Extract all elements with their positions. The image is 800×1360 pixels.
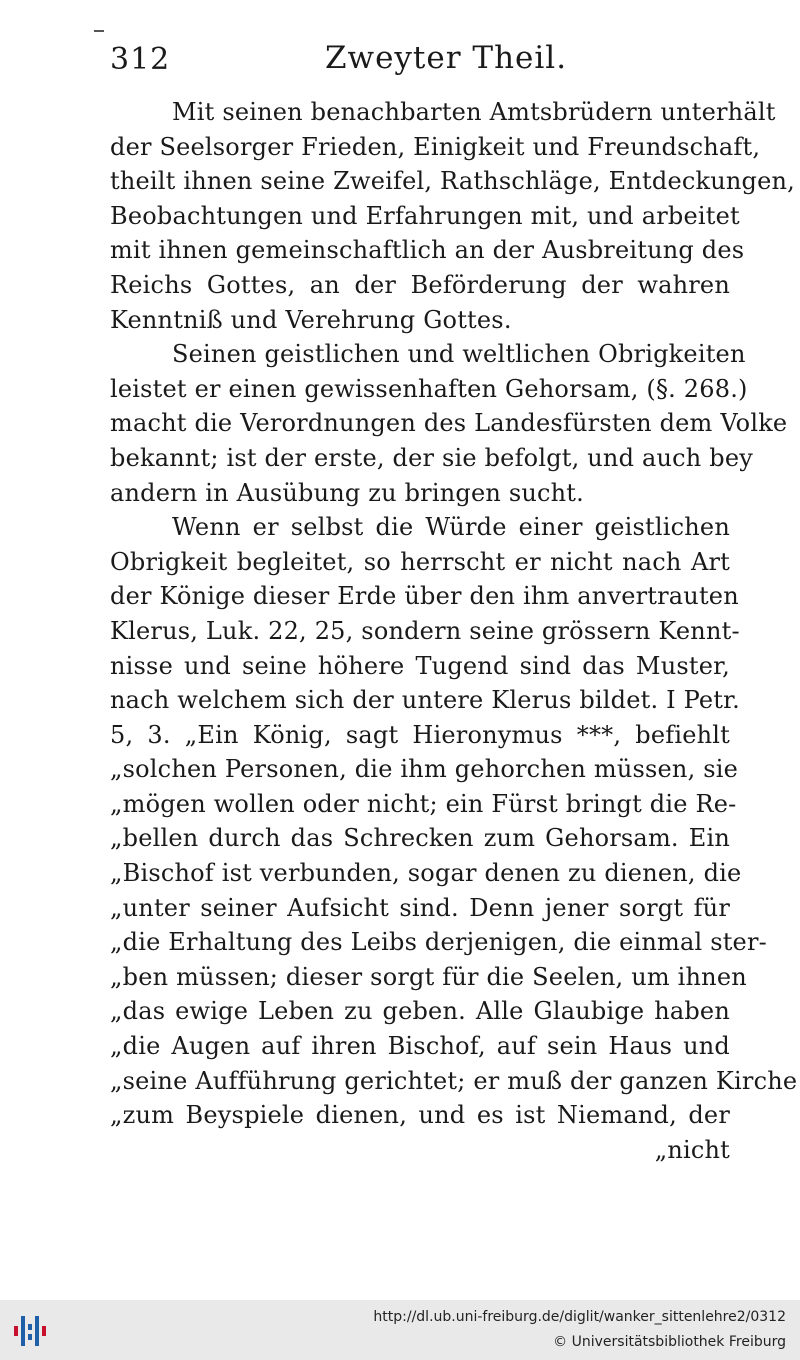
footer-bar <box>0 1300 800 1360</box>
text-line: „zum Beyspiele dienen, und es ist Niemand, der <box>110 1101 730 1130</box>
text-line: „ben müssen; dieser sorgt für die Seelen, um ihnen <box>110 962 747 991</box>
text-line: Kenntniß und Verehrung Gottes. <box>110 305 512 334</box>
text-line: „solchen Personen, die ihm gehorchen müssen, sie <box>110 755 739 784</box>
text-line: „das ewige Leben zu geben. Alle Glaubige haben <box>110 997 730 1026</box>
running-title: Zweyter Theil. <box>325 40 568 76</box>
body-text <box>110 95 798 1167</box>
text-line: „bellen durch das Schrecken zum Gehorsam. Ein <box>110 824 730 853</box>
margin-mark <box>94 30 104 32</box>
text-line: bekannt; ist der erste, der sie befolgt, und auch bey <box>110 443 753 472</box>
text-line: 5, 3. „Ein König, sagt Hieronymus ***, befiehlt <box>110 720 730 749</box>
text-line: der Seelsorger Frieden, Einigkeit und Freundschaft, <box>110 132 761 161</box>
text-line: Klerus, Luk. 22, 25, sondern seine grössern Kennt- <box>110 616 740 645</box>
text-line: „die Augen auf ihren Bischof, auf sein Haus und <box>110 1032 730 1061</box>
text-line: „seine Aufführung gerichtet; er muß der ganzen Kirche <box>110 1066 798 1095</box>
text-line: Seinen geistlichen und weltlichen Obrigkeiten <box>172 340 746 369</box>
text-line: „Bischof ist verbunden, sogar denen zu dienen, die <box>110 859 742 888</box>
text-line: „mögen wollen oder nicht; ein Fürst bringt die Re- <box>110 789 737 818</box>
text-line: der Könige dieser Erde über den ihm anvertrauten <box>110 582 739 611</box>
text-line: nach welchem sich der untere Klerus bildet. I Petr. <box>110 686 741 715</box>
page-number: 312 <box>110 42 171 77</box>
text-line: nisse und seine höhere Tugend sind das Muster, <box>110 651 730 680</box>
text-line: theilt ihnen seine Zweifel, Rathschläge, Entdeckungen, <box>110 167 796 196</box>
text-line: Wenn er selbst die Würde einer geistlichen <box>172 513 730 542</box>
text-line: leistet er einen gewissenhaften Gehorsam, (§. 268.) <box>110 374 748 403</box>
page-header <box>110 38 730 82</box>
catchword: „nicht <box>654 1135 730 1164</box>
text-line: Beobachtungen und Erfahrungen mit, und arbeitet <box>110 201 740 230</box>
text-line: andern in Ausübung zu bringen sucht. <box>110 478 584 507</box>
text-line: Obrigkeit begleitet, so herrscht er nicht nach Art <box>110 547 730 576</box>
source-url[interactable]: http://dl.ub.uni-freiburg.de/diglit/wanker_sittenlehre2/0312 <box>373 1309 786 1325</box>
copyright-notice: © Universitätsbibliothek Freiburg <box>553 1334 786 1350</box>
text-line: mit ihnen gemeinschaftlich an der Ausbreitung des <box>110 236 745 265</box>
text-line: Reichs Gottes, an der Beförderung der wahren <box>110 270 730 299</box>
text-line: macht die Verordnungen des Landesfürsten dem Volke <box>110 409 788 438</box>
text-line: Mit seinen benachbarten Amtsbrüdern unterhält <box>172 98 776 126</box>
university-library-logo-icon[interactable] <box>12 1310 52 1350</box>
text-line: „die Erhaltung des Leibs derjenigen, die einmal ster- <box>110 928 767 957</box>
text-line: „unter seiner Aufsicht sind. Denn jener sorgt für <box>110 893 730 922</box>
